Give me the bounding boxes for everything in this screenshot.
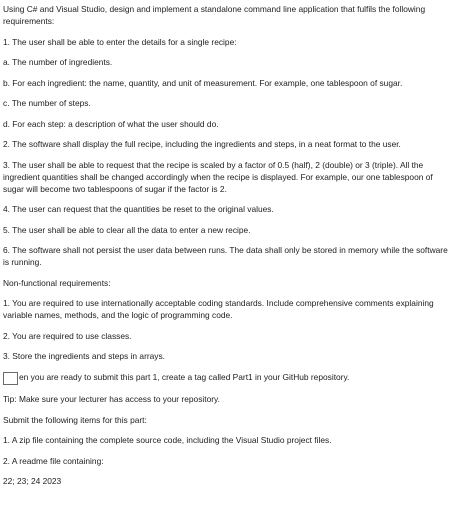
requirement-1c: c. The number of steps. — [3, 98, 91, 108]
requirement-2: 2. The software shall display the full recipe, including the ingredients and steps, in a neat format to the user. — [3, 139, 401, 149]
nonfunctional-1: 1. You are required to use internationally acceptable coding standards. Include comprehensive comments explaining variable names, methods, and the logic of programming code. — [3, 298, 434, 320]
requirement-3: 3. The user shall be able to request that the recipe is scaled by a factor of 0.5 (half), 2 (double) or 3 (triple). All the ingredient quantities shall be changed accordingly when the recipe is displayed. For example, our one tablespoon of sugar will become two tablespoons of sugar if the factor is 2. — [3, 159, 433, 194]
requirement-1: 1. The user shall be able to enter the details for a single recipe: — [3, 36, 237, 47]
requirement-4: 4. The user can request that the quantities be reset to the original values. — [3, 204, 274, 214]
tip-line: Tip: Make sure your lecturer has access to your repository. — [3, 394, 220, 404]
submit-item-2: 2. A readme file containing: — [3, 455, 104, 466]
submission-note-row — [3, 371, 451, 385]
submit-heading: Submit the following items for this part: — [3, 414, 147, 425]
footer-numbers: 22; 23; 24 2023 — [3, 476, 62, 486]
document-body — [3, 3, 451, 496]
requirement-6: 6. The software shall not persist the user data between runs. The data shall only be stored in memory while the software is running. — [3, 245, 448, 267]
requirement-1b: b. For each ingredient: the name, quantity, and unit of measurement. For example, one tablespoon of sugar. — [3, 77, 403, 88]
requirement-1a: a. The number of ingredients. — [3, 57, 113, 67]
intro-paragraph: Using C# and Visual Studio, design and implement a standalone command line application that fulfils the following requirements: — [3, 4, 426, 26]
nonfunctional-2: 2. You are required to use classes. — [3, 330, 132, 341]
submit-item-1: 1. A zip file containing the complete source code, including the Visual Studio project files. — [3, 435, 332, 445]
nonfunctional-heading: Non-functional requirements: — [3, 277, 111, 288]
checkbox-icon[interactable] — [3, 372, 18, 385]
nonfunctional-3: 3. Store the ingredients and steps in arrays. — [3, 351, 166, 361]
requirement-5: 5. The user shall be able to clear all the data to enter a new recipe. — [3, 224, 251, 235]
submission-note: en you are ready to submit this part 1, create a tag called Part1 in your GitHub repository. — [19, 371, 350, 382]
requirement-1d: d. For each step: a description of what the user should do. — [3, 118, 219, 129]
